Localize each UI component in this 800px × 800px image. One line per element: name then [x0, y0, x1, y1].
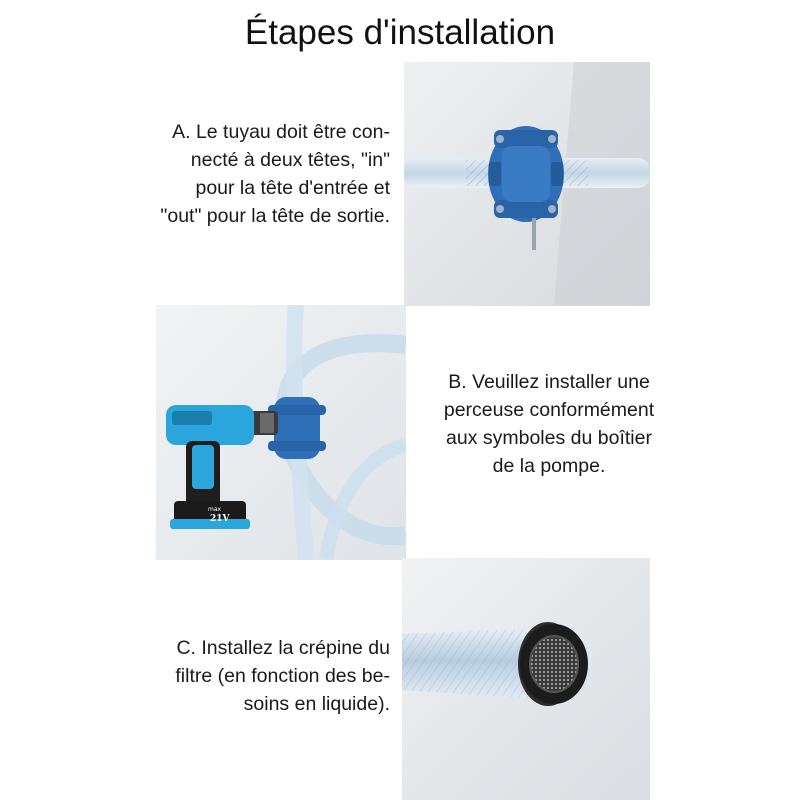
step-c-line: soins en liquide). — [243, 693, 390, 715]
step-c-line: C. Installez la crépine du — [176, 637, 390, 659]
step-a-line: A. Le tuyau doit être con- — [172, 121, 390, 143]
battery-voltage-label: 21V — [210, 514, 230, 524]
step-a-line: necté à deux têtes, "in" — [190, 149, 390, 171]
hose-filter-strainer-photo — [402, 558, 650, 800]
step-b-line: perceuse conformément — [443, 399, 655, 421]
step-b-text — [420, 368, 678, 480]
drill-with-pump-photo — [156, 305, 406, 560]
step-b-line: B. Veuillez installer une — [448, 371, 650, 393]
page-title: Étapes d'installation — [244, 13, 556, 52]
battery-brand-label: max — [208, 506, 222, 513]
step-a-line: pour la tête d'entrée et — [195, 177, 390, 199]
step-c-text — [118, 634, 390, 718]
step-b-line: aux symboles du boîtier — [446, 427, 652, 449]
step-a-text — [118, 118, 390, 230]
step-a-line: "out" pour la tête de sortie. — [160, 205, 390, 227]
pump-with-hoses-photo — [404, 62, 650, 306]
step-c-line: filtre (en fonction des be- — [175, 665, 390, 687]
step-b-line: de la pompe. — [492, 455, 606, 477]
